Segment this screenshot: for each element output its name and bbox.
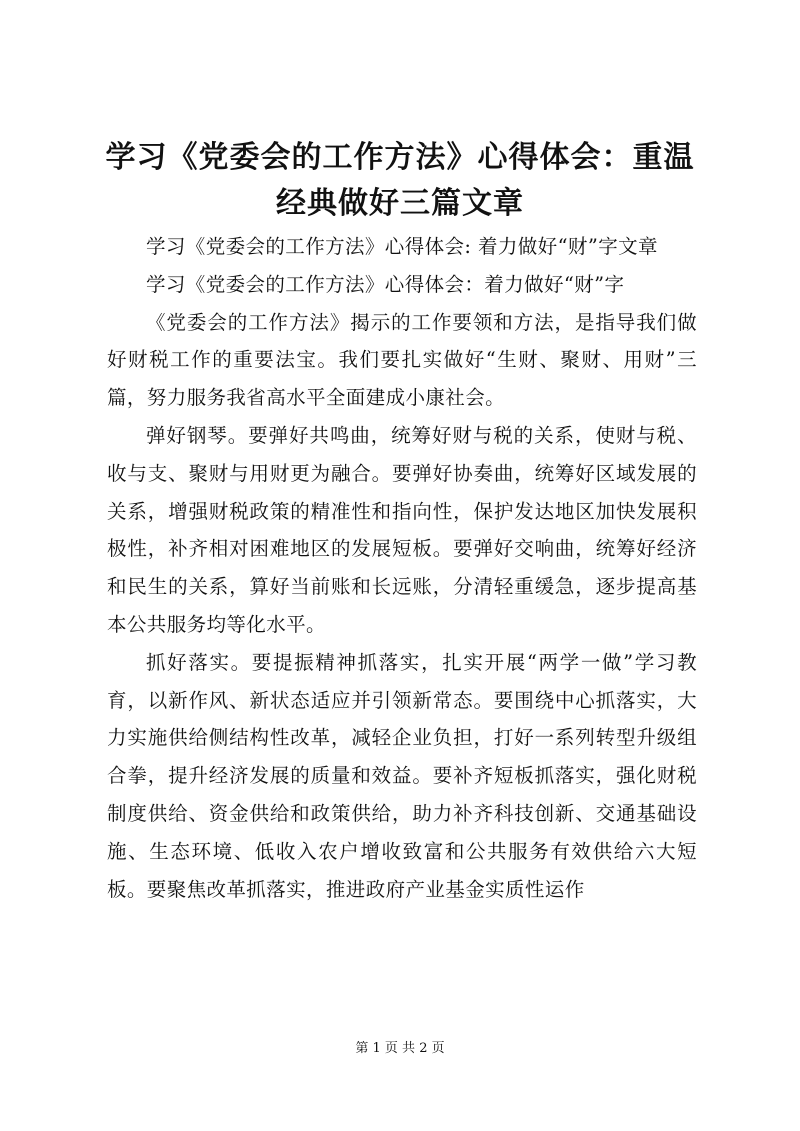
document-body [107, 228, 697, 908]
paragraph: 学习《党委会的工作方法》心得体会: 着力做好“财”字文章 [146, 235, 658, 258]
paragraph: 抓好落实。要提振精神抓落实，扎实开展“两学一做”学习教育，以新作风、新状态适应并引领新常态。要围绕中心抓落实，大力实施供给侧结构性改革，减轻企业负担，打好一系列转型升级组合拳，提升经济发展的质量和效益。要补齐短板抓落实，强化财税制度供给、资金供给和政策供给，助力补齐科技创新、交通基础设施、生态环境、低收入农户增收致富和公共服务有效供给六大短板。要聚焦改革抓落实，推进政府产业基金实质性运作 [107, 650, 697, 901]
document-title: 学习《党委会的工作方法》心得体会：重温经典做好三篇文章 [105, 140, 695, 221]
paragraph: 《党委会的工作方法》揭示的工作要领和方法，是指导我们做好财税工作的重要法宝。我们要扎实做好“生财、聚财、用财”三篇，努力服务我省高水平全面建成小康社会。 [107, 310, 697, 410]
page-footer: 第 1 页 共 2 页 [355, 1041, 445, 1056]
paragraph: 弹好钢琴。要弹好共鸣曲，统筹好财与税的关系，使财与税、收与支、聚财与用财更为融合。要弹好协奏曲，统筹好区域发展的关系，增强财税政策的精准性和指向性，保护发达地区加快发展积极性，补齐相对困难地区的发展短板。要弹好交响曲，统筹好经济和民生的关系，算好当前账和长远账，分清轻重缓急，逐步提高基本公共服务均等化水平。 [107, 423, 697, 636]
paragraph: 学习《党委会的工作方法》心得体会：着力做好“财”字 [146, 272, 625, 296]
